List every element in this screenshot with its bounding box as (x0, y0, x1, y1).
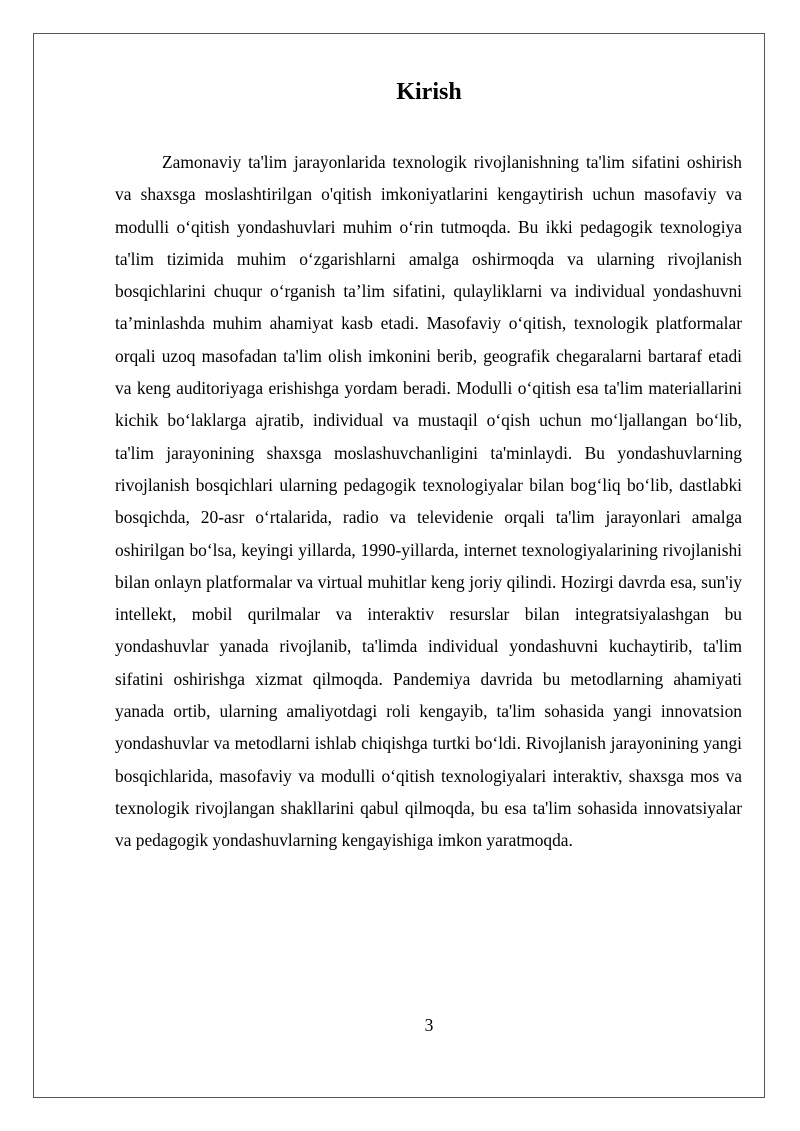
page-title: Kirish (396, 79, 462, 105)
body-paragraph: Zamonaviy ta'lim jarayonlarida texnologik rivojlanishning ta'lim sifatini oshirish va shaxsga moslashtirilgan o'qitish imkoniyatlarini kengaytirish uchun masofaviy va modulli o‘qitish yondashuvlari muhim o‘rin tutmoqda. Bu ikki pedagogik texnologiya ta'lim tizimida muhim o‘zgarishlarni amalga oshirmoqda va ularning rivojlanish bosqichlarini chuqur o‘rganish ta’lim sifatini, qulayliklarni va individual yondashuvni ta’minlashda muhim ahamiyat kasb etadi. Masofaviy o‘qitish, texnologik platformalar orqali uzoq masofadan ta'lim olish imkonini berib, geografik chegaralarni bartaraf etadi va keng auditoriyaga erishishga yordam beradi. Modulli o‘qitish esa ta'lim materiallarini kichik bo‘laklarga ajratib, individual va mustaqil o‘qish uchun mo‘ljallangan bo‘lib, ta'lim jarayonining shaxsga moslashuvchanligini ta'minlaydi. Bu yondashuvlarning rivojlanish bosqichlari ularning pedagogik texnologiyalar bilan bog‘liq bo‘lib, dastlabki bosqichda, 20-asr o‘rtalarida, radio va televidenie orqali ta'lim jarayonlari amalga oshirilgan bo‘lsa, keyingi yillarda, 1990-yillarda, internet texnologiyalarining rivojlanishi bilan onlayn platformalar va virtual muhitlar keng joriy qilindi. Hozirgi davrda esa, sun'iy intellekt, mobil qurilmalar va interaktiv resurslar bilan integratsiyalashgan bu yondashuvlar yanada rivojlanib, ta'limda individual yondashuvni kuchaytirib, ta'lim sifatini oshirishga xizmat qilmoqda. Pandemiya davrida bu metodlarning ahamiyati yanada ortib, ularning amaliyotdagi roli kengayib, ta'lim sohasida yangi innovatsion yondashuvlar va metodlarni ishlab chiqishga turtki bo‘ldi. Rivojlanish jarayonining yangi bosqichlarida, masofaviy va modulli o‘qitish texnologiyalari interaktiv, shaxsga mos va texnologik rivojlangan shakllarini qabul qilmoqda, bu esa ta'lim sohasida innovatsiyalar va pedagogik yondashuvlarning kengayishiga imkon yaratmoqda. (115, 152, 742, 851)
page-number: 3 (424, 1015, 434, 1035)
